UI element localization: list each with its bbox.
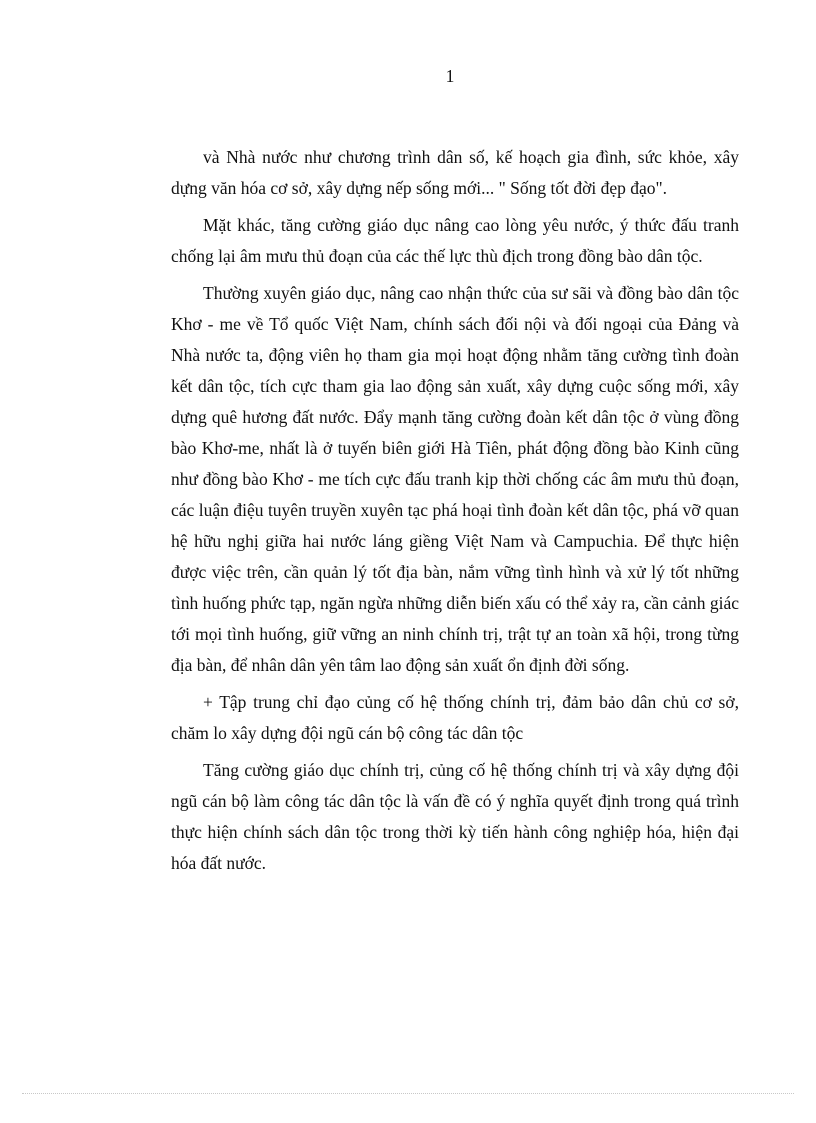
paragraph-education-khmer: Thường xuyên giáo dục, nâng cao nhận thức của sư sãi và đồng bào dân tộc Khơ - me về Tổ quốc Việt Nam, chính sách đối nội và đối ngoại của Đảng và Nhà nước ta, động viên họ tham gia mọi hoạt động nhằm tăng cường tình đoàn kết dân tộc, tích cực tham gia lao động sản xuất, xây dựng cuộc sống mới, xây dựng quê hương đất nước. Đẩy mạnh tăng cường đoàn kết dân tộc ở vùng đồng bào Khơ-me, nhất là ở tuyến biên giới Hà Tiên, phát động đồng bào Kinh cũng như đồng bào Khơ - me tích cực đấu tranh kịp thời chống các âm mưu thủ đoạn, các luận điệu tuyên truyền xuyên tạc phá hoại tình đoàn kết dân tộc, phá vỡ quan hệ hữu nghị giữa hai nước láng giềng Việt Nam và Campuchia. Để thực hiện được việc trên, cần quản lý tốt địa bàn, nắm vững tình hình và xử lý tốt những tình huống phức tạp, ngăn ngừa những diễn biến xấu có thể xảy ra, cần cảnh giác tới mọi tình huống, giữ vững an ninh chính trị, trật tự an toàn xã hội, trong từng địa bàn, để nhân dân yên tâm lao động sản xuất ổn định đời sống.: [171, 283, 739, 675]
paragraph-bullet-political-system: + Tập trung chỉ đạo củng cố hệ thống chính trị, đảm bảo dân chủ cơ sở, chăm lo xây dựng đội ngũ cán bộ công tác dân tộc: [171, 692, 739, 743]
page-bottom-divider: [22, 1093, 794, 1094]
document-body: [171, 142, 739, 885]
paragraph-political-education: Tăng cường giáo dục chính trị, củng cố hệ thống chính trị và xây dựng đội ngũ cán bộ làm công tác dân tộc là vấn đề có ý nghĩa quyết định trong quá trình thực hiện chính sách dân tộc trong thời kỳ tiến hành công nghiệp hóa, hiện đại hóa đất nước.: [171, 760, 739, 873]
page-number: 1: [445, 66, 455, 86]
paragraph-patriotism: Mặt khác, tăng cường giáo dục nâng cao lòng yêu nước, ý thức đấu tranh chống lại âm mưu thủ đoạn của các thế lực thù địch trong đồng bào dân tộc.: [171, 215, 739, 266]
paragraph-continuation: và Nhà nước như chương trình dân số, kế hoạch gia đình, sức khỏe, xây dựng văn hóa cơ sở, xây dựng nếp sống mới... " Sống tốt đời đẹp đạo".: [171, 147, 739, 198]
